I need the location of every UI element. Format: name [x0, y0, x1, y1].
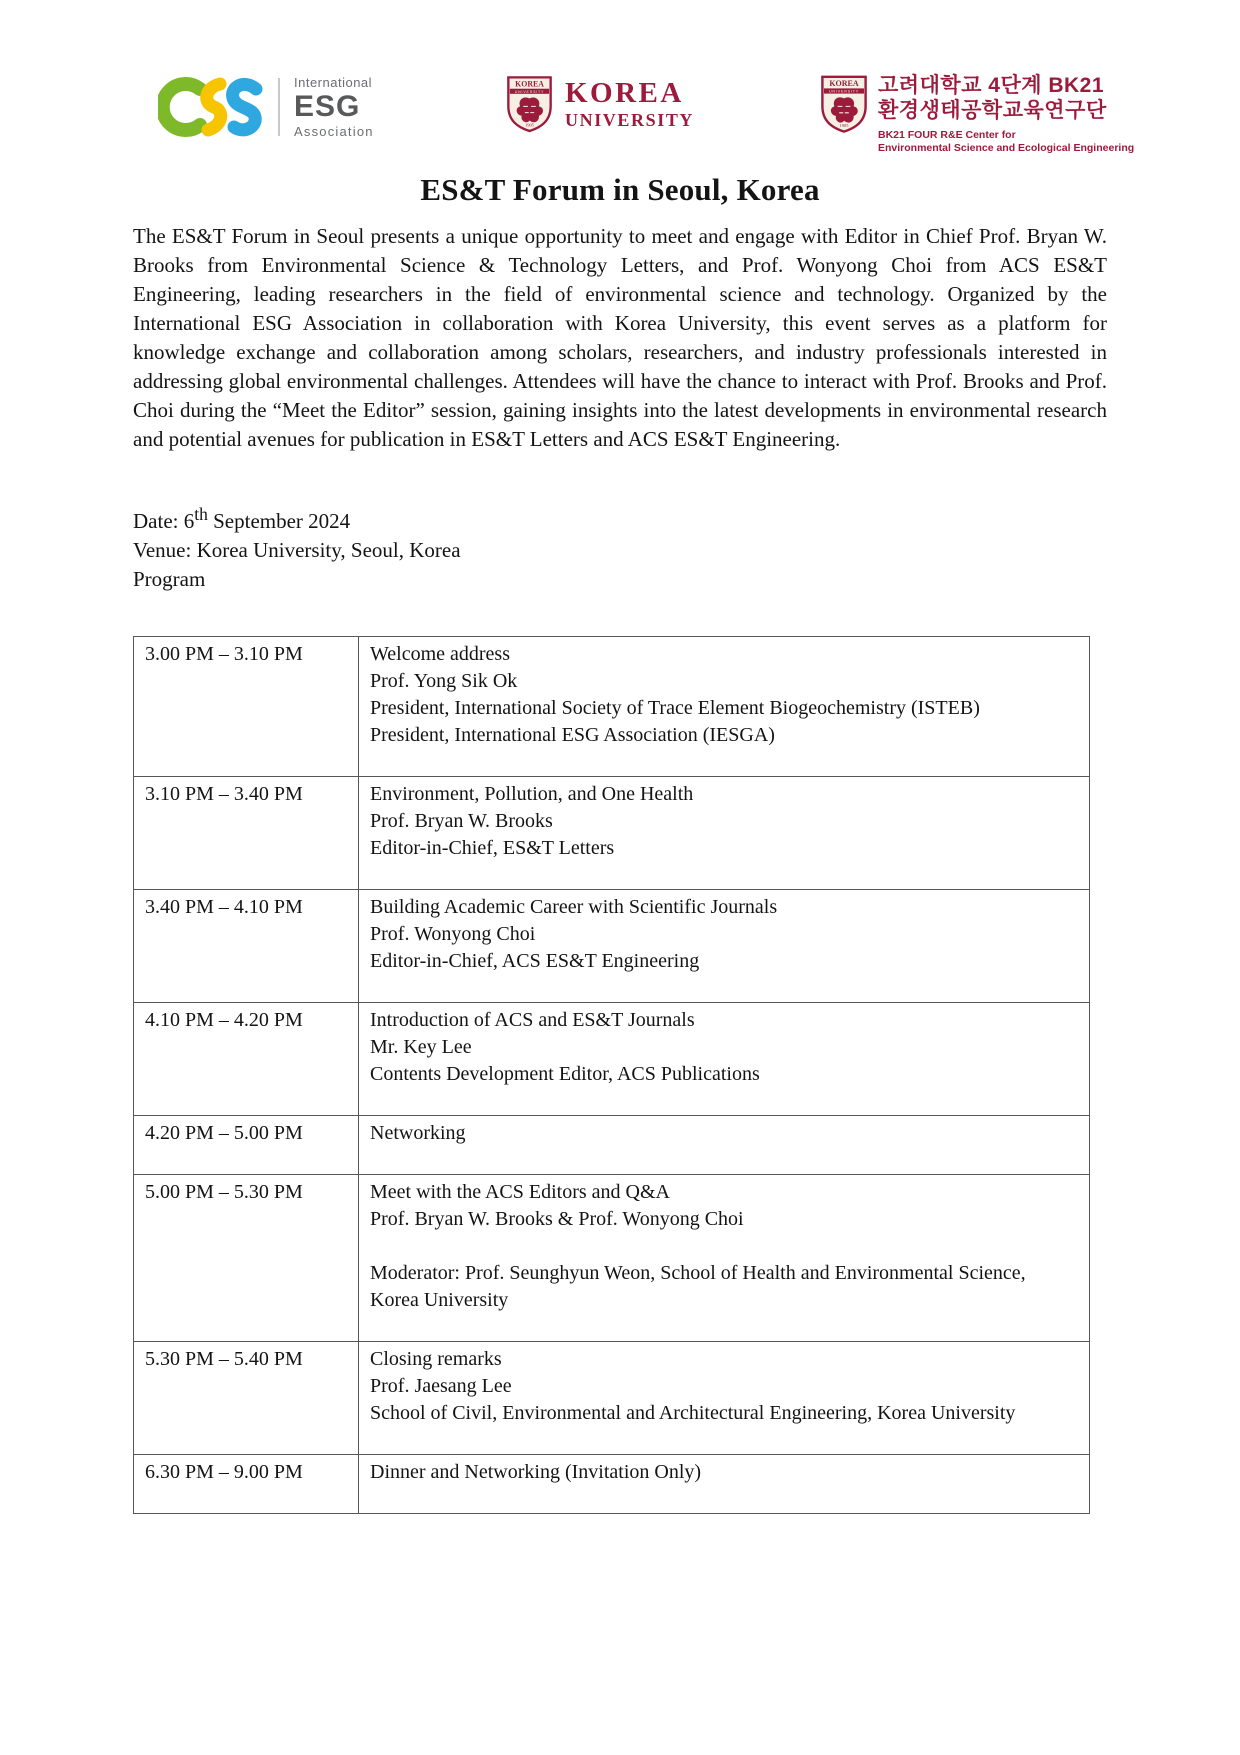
- session-line: President, International ESG Association (IESGA): [370, 724, 775, 746]
- time-cell: [134, 777, 359, 890]
- table-row: [134, 637, 1090, 777]
- session-line: Building Academic Career with Scientific Journals: [370, 896, 778, 918]
- esg-logo-divider: [278, 78, 280, 136]
- esg-logo-mark-icon: [158, 73, 270, 141]
- svg-text:1905: 1905: [525, 122, 534, 128]
- table-row: [134, 1116, 1090, 1175]
- time-range: 6.30 PM – 9.00 PM: [145, 1461, 303, 1483]
- bk21-shield-icon: [820, 74, 868, 134]
- session-line: Introduction of ACS and ES&T Journals: [370, 1009, 695, 1031]
- bk21-center-logo: [820, 74, 1134, 155]
- time-range: 3.40 PM – 4.10 PM: [145, 896, 303, 918]
- time-range: 5.30 PM – 5.40 PM: [145, 1348, 303, 1370]
- table-row: [134, 1455, 1090, 1514]
- esg-logo-main-label: ESG: [294, 90, 361, 124]
- session-line: Prof. Jaesang Lee: [370, 1375, 512, 1397]
- bk21-english-line2: Environmental Science and Ecological Engineering: [878, 141, 1135, 154]
- bk21-korean-line2: 환경생태공학교육연구단: [878, 98, 1107, 122]
- session-line: Meet with the ACS Editors and Q&A: [370, 1181, 670, 1203]
- program-table-body: [134, 637, 1090, 1514]
- bk21-korean-line1: 고려대학교 4단계 BK21: [878, 74, 1105, 97]
- date-ordinal-suffix: th: [194, 504, 208, 524]
- program-label: Program: [133, 567, 206, 591]
- session-cell: [359, 890, 1090, 1003]
- session-line: Editor-in-Chief, ACS ES&T Engineering: [370, 950, 700, 972]
- time-cell: [134, 890, 359, 1003]
- session-cell: [359, 1342, 1090, 1455]
- bk21-english-line1: BK21 FOUR R&E Center for: [878, 128, 1016, 141]
- bk21-text: [878, 74, 1134, 155]
- session-line: Editor-in-Chief, ES&T Letters: [370, 837, 615, 859]
- ku-wordmark: [565, 79, 694, 129]
- header-logos: [0, 0, 1240, 154]
- date-suffix: September 2024: [207, 509, 351, 533]
- session-line: School of Civil, Environmental and Architectural Engineering, Korea University: [370, 1402, 1016, 1424]
- svg-text:KOREA: KOREA: [829, 79, 859, 88]
- time-cell: [134, 1116, 359, 1175]
- session-line: Prof. Bryan W. Brooks: [370, 810, 553, 832]
- time-range: 5.00 PM – 5.30 PM: [145, 1181, 303, 1203]
- ku-wordmark-korea: KOREA: [565, 77, 684, 109]
- session-cell: [359, 1455, 1090, 1514]
- document-content: [133, 172, 1107, 1514]
- session-line: [370, 1233, 1077, 1260]
- session-line: Prof. Wonyong Choi: [370, 923, 536, 945]
- session-cell: [359, 1003, 1090, 1116]
- session-line: Environment, Pollution, and One Health: [370, 783, 694, 805]
- session-cell: [359, 1175, 1090, 1342]
- session-line: Networking: [370, 1122, 466, 1144]
- program-table: [133, 636, 1090, 1514]
- session-cell: [359, 1116, 1090, 1175]
- time-range: 4.10 PM – 4.20 PM: [145, 1009, 303, 1031]
- session-line: Contents Development Editor, ACS Publications: [370, 1063, 760, 1085]
- session-line: Closing remarks: [370, 1348, 502, 1370]
- time-range: 3.00 PM – 3.10 PM: [145, 643, 303, 665]
- session-line: Dinner and Networking (Invitation Only): [370, 1461, 702, 1483]
- svg-text:UNIVERSITY: UNIVERSITY: [828, 89, 860, 94]
- table-row: [134, 777, 1090, 890]
- time-cell: [134, 1342, 359, 1455]
- time-cell: [134, 1455, 359, 1514]
- esg-logo-bottom-label: Association: [294, 123, 374, 139]
- time-cell: [134, 1003, 359, 1116]
- svg-text:UNIVERSITY: UNIVERSITY: [514, 89, 545, 94]
- page-title: ES&T Forum in Seoul, Korea: [420, 172, 820, 207]
- session-line: Moderator: Prof. Seunghyun Weon, School of Health and Environmental Science, Korea University: [370, 1262, 1026, 1311]
- table-row: [134, 1003, 1090, 1116]
- venue-line: Venue: Korea University, Seoul, Korea: [133, 538, 461, 562]
- ku-wordmark-university: UNIVERSITY: [565, 110, 695, 130]
- time-range: 4.20 PM – 5.00 PM: [145, 1122, 303, 1144]
- korea-university-logo: [506, 75, 694, 133]
- table-row: [134, 1175, 1090, 1342]
- session-line: Mr. Key Lee: [370, 1036, 472, 1058]
- event-meta: [133, 500, 1107, 594]
- esg-logo-text: [294, 76, 374, 139]
- session-line: Welcome address: [370, 643, 510, 665]
- session-line: Prof. Bryan W. Brooks & Prof. Wonyong Choi: [370, 1208, 744, 1230]
- time-cell: [134, 1175, 359, 1342]
- intro-paragraph: The ES&T Forum in Seoul presents a unique opportunity to meet and engage with Editor in Chief Prof. Bryan W. Brooks from Environmental Science & Technology Letters, and Prof. Wonyong Choi from ACS ES&T Engineering, leading researchers in the field of environmental science and technology. Organized by the International ESG Association in collaboration with Korea University, this event serves as a platform for knowledge exchange and collaboration among scholars, researchers, and industry professionals interested in addressing global environmental challenges. Attendees will have the chance to interact with Prof. Brooks and Prof. Choi during the “Meet the Editor” session, gaining insights into the latest developments in environmental research and potential avenues for publication in ES&T Letters and ACS ES&T Engineering.: [133, 224, 1107, 451]
- esg-association-logo: [158, 73, 374, 141]
- esg-logo-top-label: International: [294, 74, 373, 90]
- svg-text:KOREA: KOREA: [515, 79, 544, 89]
- session-line: President, International Society of Trace Element Biogeochemistry (ISTEB): [370, 697, 980, 719]
- time-range: 3.10 PM – 3.40 PM: [145, 783, 303, 805]
- table-row: [134, 890, 1090, 1003]
- session-cell: [359, 777, 1090, 890]
- time-cell: [134, 637, 359, 777]
- date-prefix: Date: 6: [133, 509, 195, 533]
- svg-text:1905: 1905: [839, 123, 849, 129]
- date-line: [133, 500, 1107, 536]
- session-cell: [359, 637, 1090, 777]
- ku-shield-icon: [506, 75, 553, 133]
- table-row: [134, 1342, 1090, 1455]
- session-line: Prof. Yong Sik Ok: [370, 670, 518, 692]
